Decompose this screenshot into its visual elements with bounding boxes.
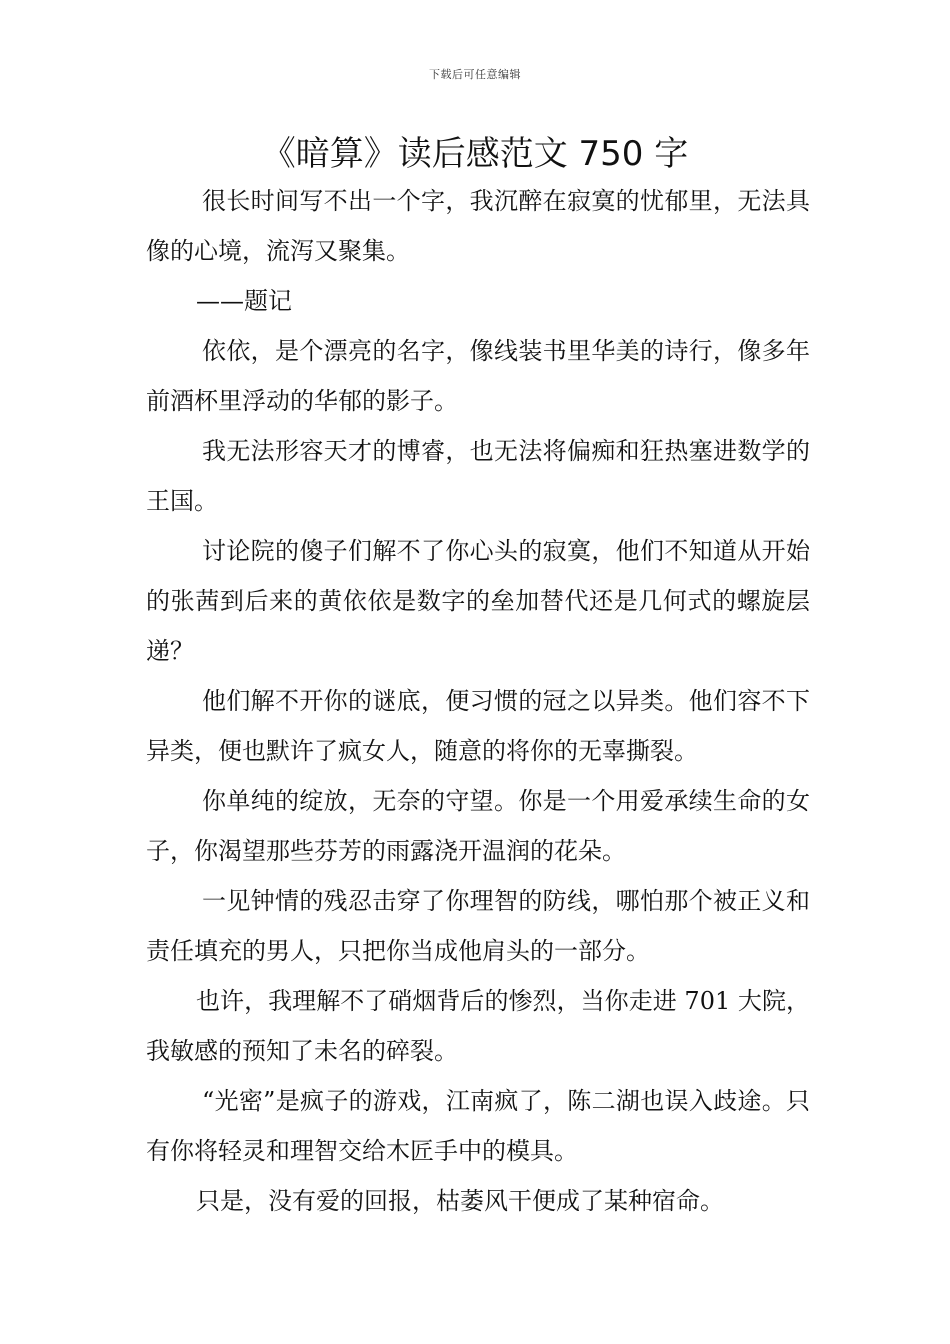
paragraph: 你单纯的绽放，无奈的守望。你是一个用爱承续生命的女子，你渴望那些芬芳的雨露浇开温润的花朵。	[146, 787, 810, 865]
document-title: 《暗算》读后感范文 750 字	[261, 134, 689, 174]
epigraph-signature: ——题记	[196, 287, 292, 315]
paragraph: 很长时间写不出一个字，我沉醉在寂寞的忧郁里，无法具像的心境，流泻又聚集。	[146, 187, 810, 265]
document-body	[146, 176, 810, 1226]
paragraph: 我无法形容天才的博睿，也无法将偏痴和狂热塞进数学的王国。	[146, 437, 810, 515]
paragraph: 也许，我理解不了硝烟背后的惨烈，当你走进 701 大院，我敏感的预知了未名的碎裂。	[146, 987, 810, 1065]
paragraph: 只是，没有爱的回报，枯萎风干便成了某种宿命。	[196, 1187, 724, 1215]
paragraph: 一见钟情的残忍击穿了你理智的防线，哪怕那个被正义和责任填充的男人，只把你当成他肩头的一部分。	[146, 887, 810, 965]
paragraph: “光密”是疯子的游戏，江南疯了，陈二湖也误入歧途。只有你将轻灵和理智交给木匠手中的模具。	[146, 1087, 810, 1165]
paragraph: 讨论院的傻子们解不了你心头的寂寞，他们不知道从开始的张茜到后来的黄依依是数字的垒加替代还是几何式的螺旋层递？	[146, 537, 810, 665]
header-note: 下载后可任意编辑	[429, 68, 521, 81]
paragraph: 依依，是个漂亮的名字，像线装书里华美的诗行，像多年前酒杯里浮动的华郁的影子。	[146, 337, 810, 415]
paragraph: 他们解不开你的谜底，便习惯的冠之以异类。他们容不下异类，便也默许了疯女人，随意的将你的无辜撕裂。	[146, 687, 810, 765]
